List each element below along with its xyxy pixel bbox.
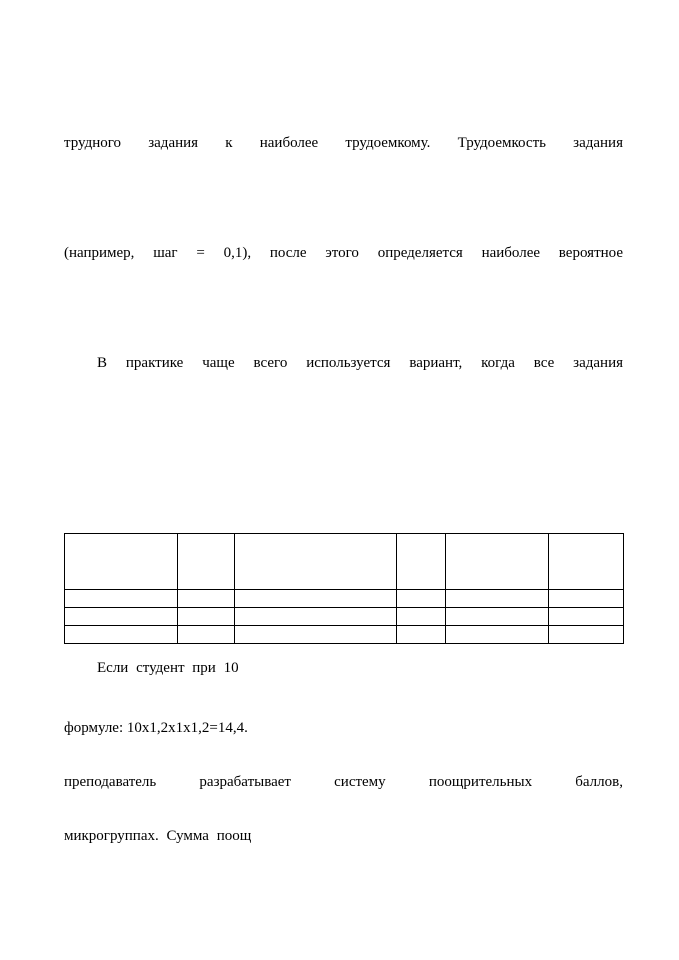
table-cell (65, 534, 178, 590)
text-line-8: микрогруппах. Сумма поощ (64, 828, 252, 844)
table-cell (397, 608, 446, 626)
table-cell (446, 608, 549, 626)
table-cell (446, 626, 549, 644)
table-cell (397, 534, 446, 590)
text-line-2: (например, шаг = 0,1), после этого определяется наиболее вероятное (64, 245, 623, 261)
text-line-6: формуле: 10х1,2х1х1,2=14,4. (64, 720, 248, 736)
table-cell (235, 626, 397, 644)
table-cell (235, 590, 397, 608)
table-cell (549, 590, 624, 608)
text-line-5: Если студент при 10 (97, 660, 239, 676)
text-line-3: В практике чаще всего используется вариант, когда все задания (97, 355, 623, 371)
text-line-7: преподаватель разрабатывает систему поощрительных баллов, (64, 774, 623, 790)
table-cell (549, 608, 624, 626)
table-row (65, 608, 624, 626)
table-cell (65, 608, 178, 626)
table-cell (178, 626, 235, 644)
table-cell (65, 626, 178, 644)
table-cell (446, 534, 549, 590)
table-cell (397, 626, 446, 644)
table-cell (178, 608, 235, 626)
table-cell (235, 608, 397, 626)
table-cell (549, 626, 624, 644)
table-row (65, 626, 624, 644)
table-cell (178, 590, 235, 608)
table-header-row (65, 534, 624, 590)
table-cell (549, 534, 624, 590)
empty-table (64, 533, 624, 644)
table-cell (446, 590, 549, 608)
table-row (65, 590, 624, 608)
text-line-1: трудного задания к наиболее трудоемкому. Трудоемкость задания (64, 135, 623, 151)
table-cell (235, 534, 397, 590)
table-cell (397, 590, 446, 608)
table-cell (178, 534, 235, 590)
table-cell (65, 590, 178, 608)
